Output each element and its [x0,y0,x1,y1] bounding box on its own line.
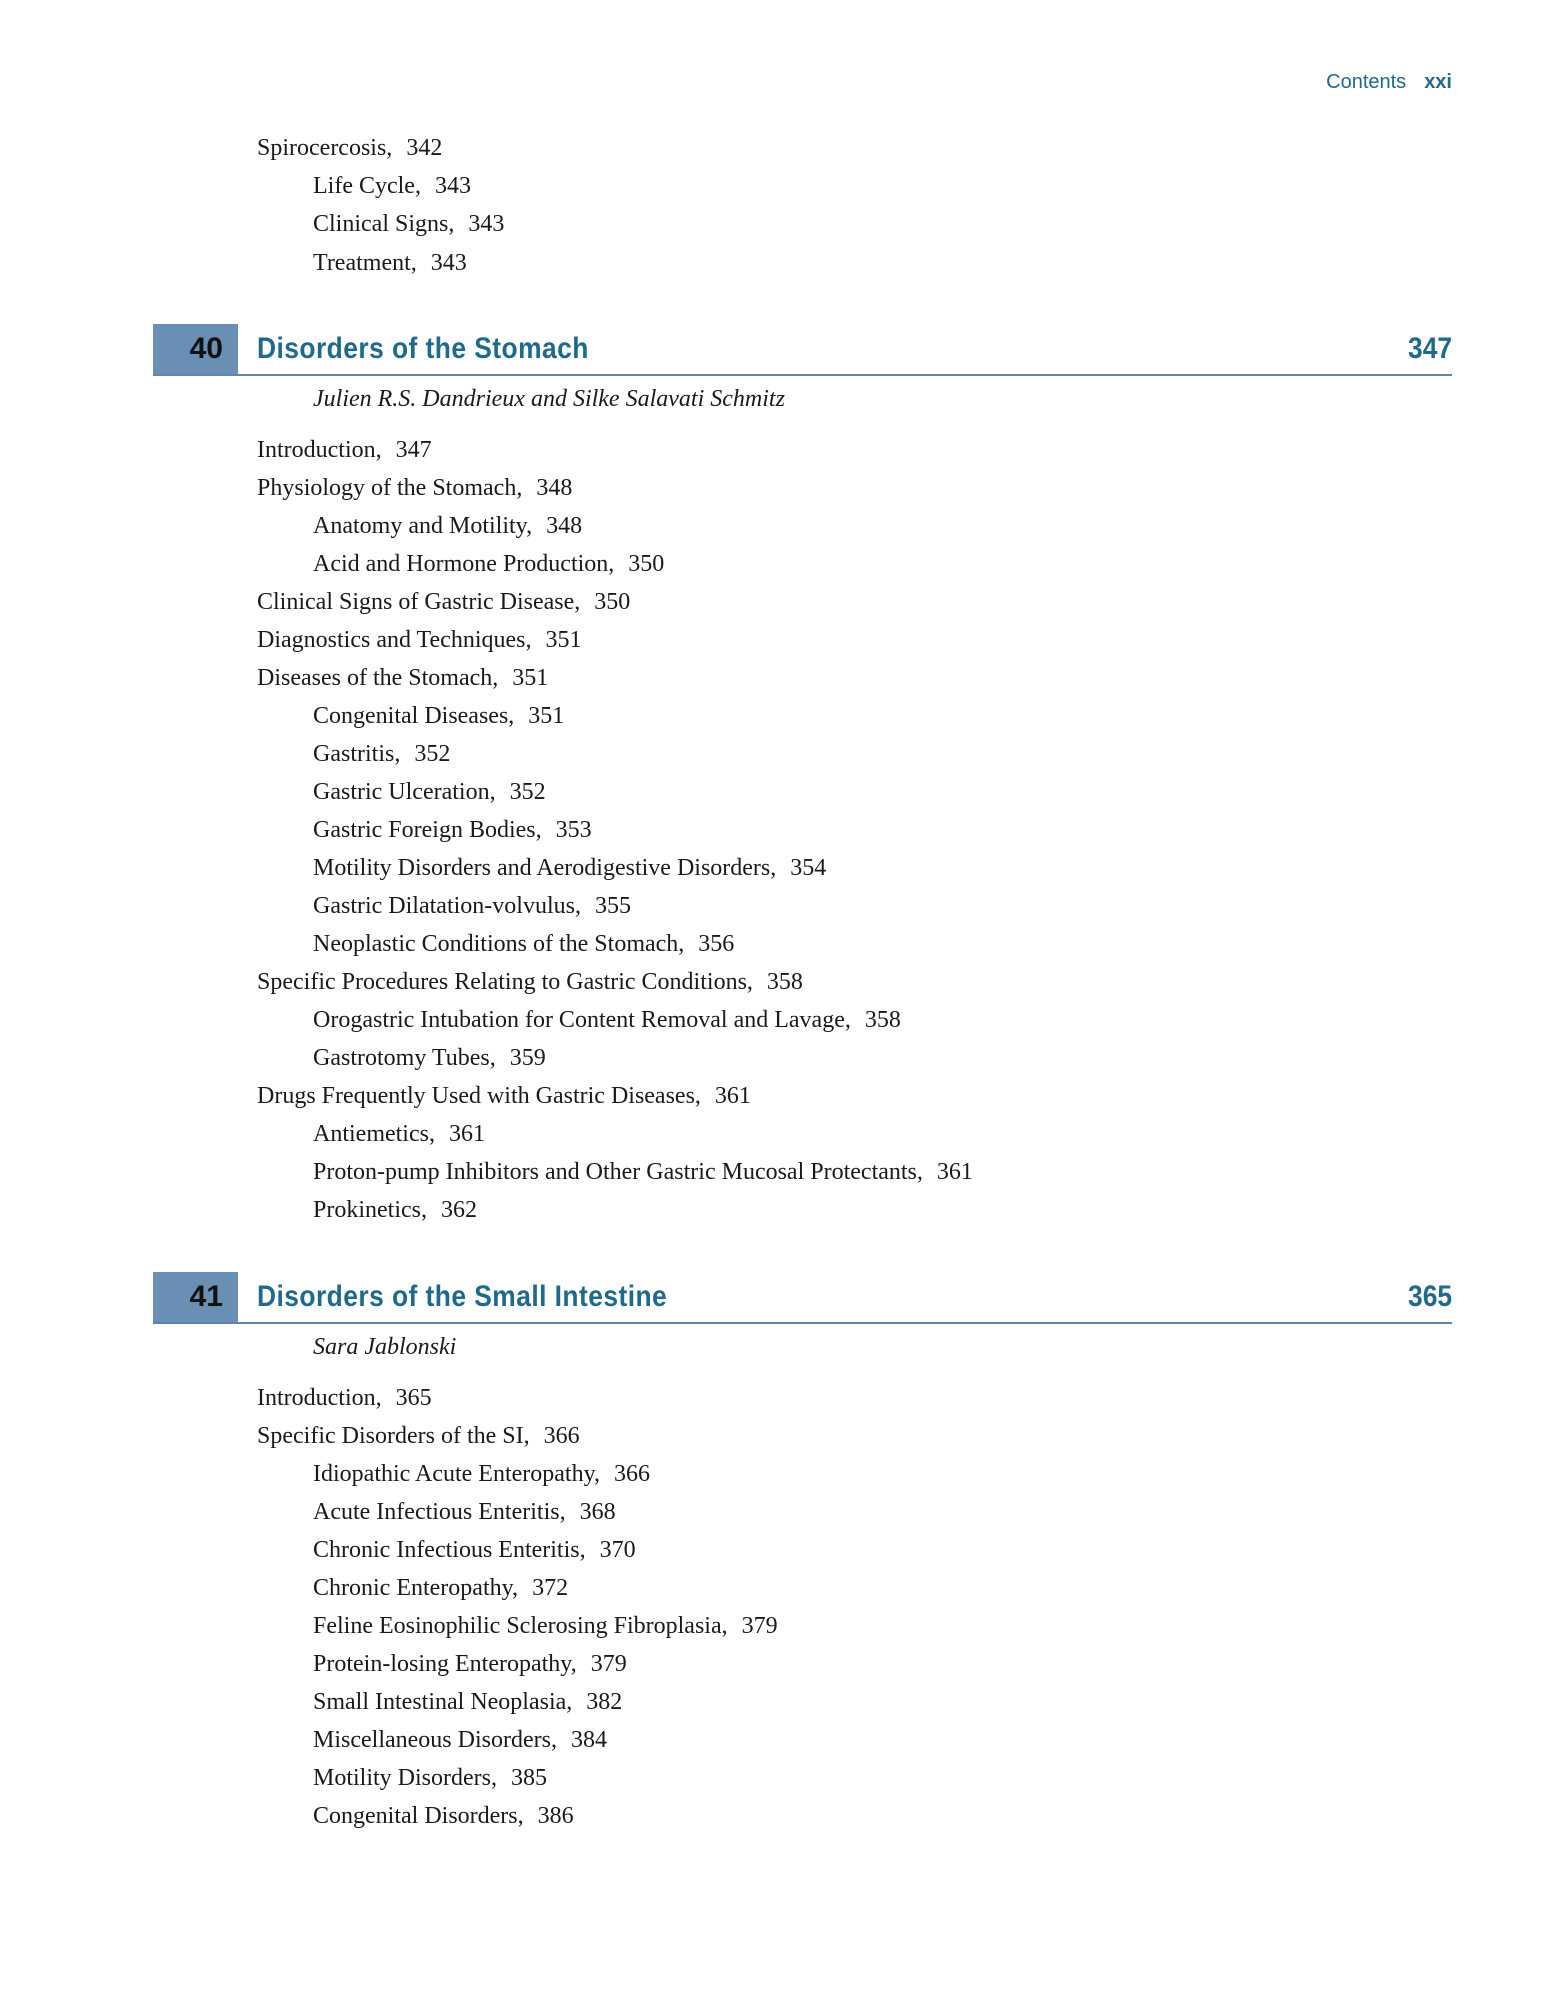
toc-entry-page: 368 [579,1499,616,1525]
toc-entry-page: 355 [594,893,631,919]
toc-entry-label: Physiology of the Stomach, [257,475,523,501]
toc-entry-page: 354 [790,855,827,881]
toc-entry[interactable] [313,739,450,769]
toc-entry-page: 359 [509,1045,546,1071]
toc-entry-page: 350 [594,589,631,615]
toc-entry-label: Congenital Diseases, [313,703,515,729]
toc-entry[interactable] [257,1081,751,1111]
toc-entry[interactable] [313,1801,574,1831]
toc-entry[interactable] [313,209,504,239]
toc-entry[interactable] [313,1725,607,1755]
toc-entry[interactable] [313,511,582,541]
toc-entry-page: 361 [448,1121,485,1147]
toc-entry-label: Gastric Ulceration, [313,779,496,805]
chapter-title: Disorders of the Stomach [257,332,589,365]
toc-entry-label: Introduction, [257,1385,382,1411]
toc-entry[interactable] [313,1459,650,1489]
toc-entry-page: 370 [599,1537,636,1563]
running-head [1326,71,1452,94]
toc-entry-page: 352 [414,741,451,767]
toc-entry-page: 348 [536,475,573,501]
toc-entry-label: Diagnostics and Techniques, [257,627,532,653]
toc-entry[interactable] [313,1649,627,1679]
toc-entry-page: 356 [698,931,735,957]
toc-entry-label: Protein-losing Enteropathy, [313,1651,577,1677]
toc-entry-label: Small Intestinal Neoplasia, [313,1689,573,1715]
toc-entry[interactable] [257,473,572,503]
toc-entry-label: Gastric Foreign Bodies, [313,817,542,843]
chapter-page: 365 [1407,1280,1452,1313]
toc-entry[interactable] [313,171,471,201]
toc-entry[interactable] [313,1157,973,1187]
toc-entry-page: 343 [468,211,505,237]
toc-entry[interactable] [313,1043,546,1073]
toc-entry[interactable] [313,853,826,883]
toc-entry-page: 351 [512,665,549,691]
chapter-title: Disorders of the Small Intestine [257,1280,668,1313]
running-head-label: Contents [1326,71,1407,93]
toc-entry-label: Motility Disorders, [313,1765,497,1791]
toc-entry-page: 352 [509,779,546,805]
toc-entry-page: 386 [537,1803,574,1829]
chapter-number-box [153,324,238,374]
toc-entry-label: Acute Infectious Enteritis, [313,1499,566,1525]
toc-entry-page: 372 [532,1575,569,1601]
toc-entry-page: 351 [528,703,565,729]
toc-entry[interactable] [257,1421,580,1451]
toc-entry-page: 343 [434,173,471,199]
toc-entry-page: 361 [714,1083,751,1109]
chapter-number-box [153,1272,238,1322]
toc-entry-label: Orogastric Intubation for Content Removal and Lavage, [313,1007,851,1033]
toc-entry[interactable] [313,1763,547,1793]
toc-entry[interactable] [313,549,664,579]
toc-entry-label: Feline Eosinophilic Sclerosing Fibroplasia, [313,1613,728,1639]
chapter-authors: Julien R.S. Dandrieux and Silke Salavati Schmitz [313,386,785,412]
toc-entry-label: Chronic Enteropathy, [313,1575,519,1601]
toc-entry[interactable] [313,1611,778,1641]
running-head-page: xxi [1424,71,1452,93]
toc-entry-page: 382 [586,1689,623,1715]
toc-entry-page: 366 [614,1461,651,1487]
toc-entry-label: Antiemetics, [313,1121,435,1147]
toc-entry[interactable] [313,701,564,731]
toc-entry-page: 350 [628,551,665,577]
toc-entry-page: 361 [936,1159,973,1185]
toc-entry[interactable] [313,1573,568,1603]
toc-entry-label: Prokinetics, [313,1197,427,1223]
toc-entry[interactable] [313,248,467,278]
toc-entry-page: 358 [766,969,803,995]
toc-entry-page: 358 [864,1007,901,1033]
chapter-page: 347 [1407,332,1452,365]
toc-entry-label: Spirocercosis, [257,135,393,161]
toc-entry[interactable] [257,663,548,693]
toc-entry-label: Chronic Infectious Enteritis, [313,1537,586,1563]
toc-entry-label: Diseases of the Stomach, [257,665,499,691]
toc-entry[interactable] [313,1535,636,1565]
toc-entry-label: Neoplastic Conditions of the Stomach, [313,931,685,957]
toc-entry-page: 347 [395,437,432,463]
toc-entry-page: 379 [741,1613,778,1639]
toc-entry-page: 366 [543,1423,580,1449]
toc-entry[interactable] [313,1497,616,1527]
toc-entry-page: 362 [441,1197,477,1223]
toc-entry-label: Miscellaneous Disorders, [313,1727,557,1753]
toc-entry[interactable] [313,1005,901,1035]
toc-entry[interactable] [313,777,546,807]
chapter-number: 40 [189,332,223,365]
toc-entry-label: Gastritis, [313,741,401,767]
toc-entry-label: Life Cycle, [313,173,421,199]
toc-entry-label: Proton-pump Inhibitors and Other Gastric Mucosal Protectants, [313,1159,923,1185]
toc-entry-page: 379 [590,1651,627,1677]
toc-entry-label: Drugs Frequently Used with Gastric Diseases, [257,1083,701,1109]
toc-entry-label: Motility Disorders and Aerodigestive Disorders, [313,855,777,881]
toc-entry-page: 348 [546,513,583,539]
toc-entry-page: 353 [555,817,592,843]
toc-entry-page: 343 [430,250,467,276]
toc-entry[interactable] [313,891,631,921]
toc-entry[interactable] [257,625,582,655]
toc-entry-page: 342 [406,135,443,161]
chapter-number: 41 [189,1280,223,1313]
toc-entry[interactable] [313,815,592,845]
toc-entry[interactable] [257,1383,432,1413]
toc-entry-page: 385 [511,1765,547,1791]
toc-entry-label: Acid and Hormone Production, [313,551,615,577]
toc-entry[interactable] [313,1119,485,1149]
chapter-heading[interactable] [153,1272,1452,1324]
toc-entry-label: Gastrotomy Tubes, [313,1045,496,1071]
toc-entry-page: 365 [395,1385,432,1411]
chapter-authors: Sara Jablonski [313,1334,457,1360]
toc-entry-page: 351 [545,627,582,653]
toc-entry[interactable] [313,929,734,959]
toc-entry[interactable] [257,133,442,163]
toc-entry-label: Congenital Disorders, [313,1803,524,1829]
toc-entry-label: Anatomy and Motility, [313,513,533,539]
toc-entry-label: Idiopathic Acute Enteropathy, [313,1461,601,1487]
toc-entry[interactable] [313,1687,622,1717]
toc-entry-page: 384 [570,1727,607,1753]
toc-entry[interactable] [257,587,630,617]
toc-entry[interactable] [257,435,432,465]
toc-entry-label: Specific Disorders of the SI, [257,1423,530,1449]
chapter-heading[interactable] [153,324,1452,376]
toc-entry-label: Specific Procedures Relating to Gastric Conditions, [257,969,753,995]
toc-entry-label: Introduction, [257,437,382,463]
toc-entry-label: Treatment, [313,250,417,276]
toc-entry-label: Gastric Dilatation-volvulus, [313,893,581,919]
toc-entry-label: Clinical Signs, [313,211,455,237]
toc-entry[interactable] [313,1195,477,1225]
toc-entry-label: Clinical Signs of Gastric Disease, [257,589,581,615]
toc-entry[interactable] [257,967,803,997]
